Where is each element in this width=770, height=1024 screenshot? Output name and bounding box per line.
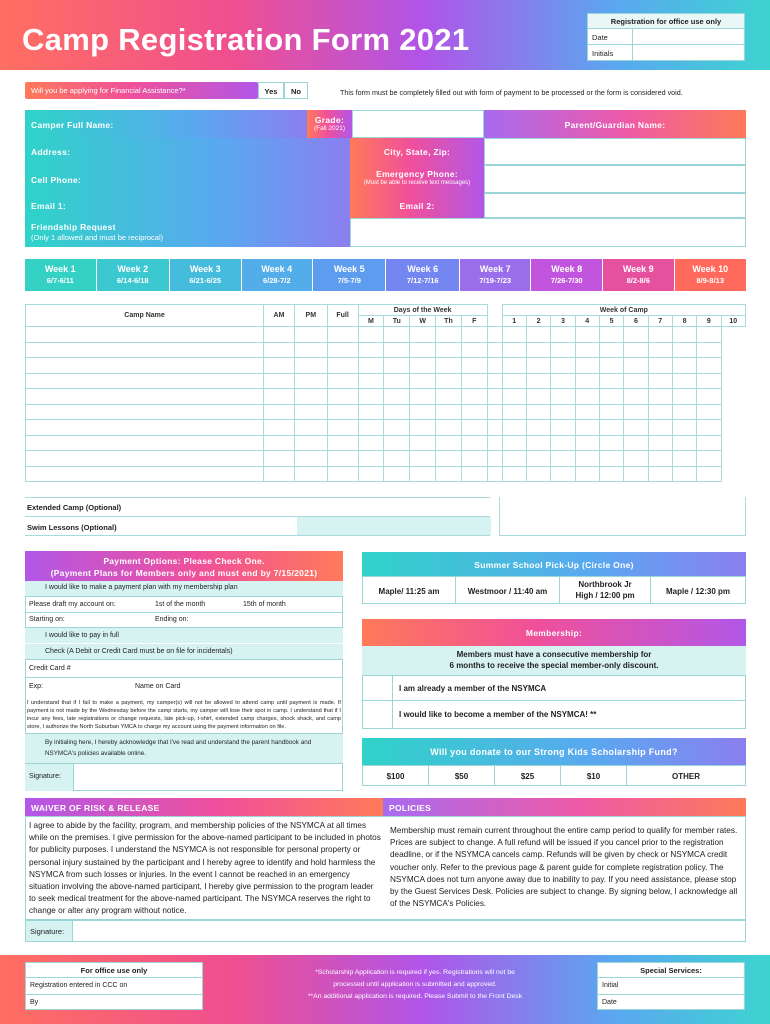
week-5: Week 5 7/5-7/9 bbox=[313, 259, 385, 291]
weeks-row bbox=[25, 259, 746, 291]
friendship-label: Friendship Request (Only 1 allowed and must be reciprocal) bbox=[25, 218, 350, 247]
aid-no-option[interactable]: No bbox=[284, 82, 308, 99]
week-2: Week 2 6/14-6/18 bbox=[97, 259, 169, 291]
days-header: Days of the Week bbox=[358, 305, 487, 316]
footer-office-box: For office use only Registration entered in CCC on By bbox=[25, 962, 203, 1010]
guardian-label: Parent/Guardian Name: bbox=[484, 110, 746, 138]
waiver-signature-field[interactable] bbox=[73, 920, 746, 942]
schedule-table bbox=[25, 304, 746, 482]
swim-lessons-row: Swim Lessons (Optional) bbox=[25, 516, 490, 536]
member-already-row bbox=[362, 675, 746, 701]
week-10: Week 10 8/9-8/13 bbox=[675, 259, 747, 291]
week-6: Week 6 7/12-7/16 bbox=[386, 259, 458, 291]
week-1: Week 1 6/7-6/11 bbox=[25, 259, 96, 291]
weeks-header: Week of Camp bbox=[502, 305, 745, 316]
pay-full-option[interactable]: I would like to pay in full bbox=[45, 632, 119, 639]
payment-terms: I understand that if I fail to make a payment, my camper(s) will not be allowed to attend camp until payment is made. If payment is not made by the Wednesday before the camp starts, my camper will lose their spot in camp. I understand that if I incur any fees, late registrations or change requests, late pick-up, t-shirt, extended camp charges, shock shack, and camp store, I authorize the North Suburban YMCA to charge my account using the payment information on file. bbox=[27, 700, 341, 730]
policies-text: Membership must remain current throughout the entire camp period to qualify for member rates. Prices are subject to change. A full refund will be issued if you cancel prior to the registration deadline, or if the NSYMCA cancels camp. Refunds will be given by check or NSYMCA credit voucher only. Refer to the previous page & parent guide for complete registration policy. The NSYMCA does not turn anyone away due to inability to pay. If you need assistance, please stop by the Guest Services Desk. Policies are subject to change. By signing below, I acknowledge all of the NSYMCA's Policies. bbox=[390, 826, 738, 909]
grade-label: Grade: (Fall 2021) bbox=[307, 110, 352, 138]
plan-option[interactable]: I would like to make a payment plan with my membership plan bbox=[45, 584, 238, 591]
week-num-1: 1 bbox=[502, 316, 526, 327]
check-row bbox=[25, 643, 343, 659]
week-num-4: 4 bbox=[575, 316, 599, 327]
aid-yes-option[interactable]: Yes bbox=[258, 82, 284, 99]
office-use-box bbox=[587, 13, 745, 61]
day-m: M bbox=[358, 316, 384, 327]
check-option[interactable]: Check (A Debit or Credit Card must be on file for incidentals) bbox=[45, 648, 233, 655]
exp-row: Exp: Name on Card bbox=[25, 677, 343, 695]
guardian-input[interactable] bbox=[484, 138, 746, 165]
policies-title: POLICIES bbox=[383, 798, 746, 816]
week-num-10: 10 bbox=[721, 316, 745, 327]
camper-name-label: Camper Full Name: bbox=[25, 110, 307, 138]
schedule-row[interactable] bbox=[26, 451, 746, 467]
special-initial-row[interactable]: Initial bbox=[598, 977, 744, 994]
schedule-row[interactable] bbox=[26, 327, 746, 343]
initial-row: By initialing here, I hereby acknowledge that I've read and understand the parent handbook and NSYMCA's policies available online. bbox=[25, 733, 343, 763]
schedule-row[interactable] bbox=[26, 342, 746, 358]
extended-camp-row: Extended Camp (Optional) bbox=[25, 497, 490, 516]
payment-signature-field[interactable] bbox=[73, 763, 343, 791]
swim-lessons-shaded[interactable] bbox=[297, 517, 491, 535]
entered-by-row[interactable]: By bbox=[26, 994, 202, 1010]
donate-100[interactable]: $100 bbox=[363, 766, 429, 785]
entered-ccc-row[interactable]: Registration entered in CCC on bbox=[26, 977, 202, 994]
schedule-row[interactable] bbox=[26, 404, 746, 420]
pickup-options bbox=[362, 576, 746, 604]
schedule-row[interactable] bbox=[26, 389, 746, 405]
camp-name-header: Camp Name bbox=[26, 305, 264, 327]
member-become-row bbox=[362, 701, 746, 729]
waiver-signature-label: Signature: bbox=[25, 920, 73, 942]
office-date-label: Date bbox=[588, 29, 633, 44]
city-label: City, State, Zip: bbox=[350, 138, 484, 165]
starting-row: Starting on: Ending on: bbox=[25, 612, 343, 627]
week-num-5: 5 bbox=[599, 316, 623, 327]
weeks-grid-lines bbox=[499, 497, 746, 536]
emergency-phone-label: Emergency Phone: (Must be able to receive text messages) bbox=[350, 165, 484, 193]
week-9: Week 9 8/2-8/6 bbox=[603, 259, 674, 291]
week-3: Week 3 6/21-6/25 bbox=[170, 259, 241, 291]
special-services-box: Special Services: Initial Date bbox=[597, 962, 745, 1010]
pickup-maple-1125[interactable]: Maple/ 11:25 am bbox=[363, 577, 456, 603]
member-become-option[interactable]: I would like to become a member of the NSYMCA! ** bbox=[399, 710, 597, 719]
week-num-2: 2 bbox=[526, 316, 550, 327]
day-tu: Tu bbox=[384, 316, 410, 327]
credit-card-row: Credit Card # bbox=[25, 659, 343, 677]
donate-25[interactable]: $25 bbox=[495, 766, 561, 785]
payment-title: Payment Options: Please Check One. (Payment Plans for Members only and must end by 7/15/2021) bbox=[25, 551, 343, 581]
week-num-8: 8 bbox=[672, 316, 696, 327]
schedule-row[interactable] bbox=[26, 435, 746, 451]
pickup-westmoor[interactable]: Westmoor / 11:40 am bbox=[456, 577, 560, 603]
donate-10[interactable]: $10 bbox=[561, 766, 627, 785]
donate-title: Will you donate to our Strong Kids Scholarship Fund? bbox=[362, 738, 746, 765]
week-4: Week 4 6/28-7/2 bbox=[242, 259, 313, 291]
day-th: Th bbox=[436, 316, 462, 327]
member-already-option[interactable]: I am already a member of the NSYMCA bbox=[399, 684, 547, 693]
special-date-row[interactable]: Date bbox=[598, 994, 744, 1010]
footer-notes: *Scholarship Application is required if yes. Registrations will not be processed until application is submitted and approved. **An additional application is required. Please Submit to the Front Desk bbox=[307, 969, 523, 1000]
office-date-field[interactable] bbox=[633, 29, 744, 44]
week-num-3: 3 bbox=[551, 316, 575, 327]
void-notice: This form must be completely filled out with form of payment to be processed or the form is considered void. bbox=[340, 88, 683, 97]
draft-row: Please draft my account on: 1st of the month 15th of month bbox=[25, 596, 343, 612]
pay-full-row bbox=[25, 627, 343, 643]
address-label: Address: bbox=[25, 138, 350, 165]
email1-label: Email 1: bbox=[25, 193, 350, 218]
guardian-input-3[interactable] bbox=[484, 193, 746, 218]
pm-header: PM bbox=[294, 305, 327, 327]
membership-title: Membership: bbox=[362, 619, 746, 646]
week-num-9: 9 bbox=[697, 316, 721, 327]
fifteenth-option[interactable]: 15th of month bbox=[243, 601, 286, 608]
full-header: Full bbox=[327, 305, 358, 327]
email2-label: Email 2: bbox=[350, 193, 484, 218]
donate-50[interactable]: $50 bbox=[429, 766, 495, 785]
pickup-maple-1230[interactable]: Maple / 12:30 pm bbox=[665, 587, 731, 596]
schedule-row[interactable] bbox=[26, 466, 746, 482]
plan-row bbox=[25, 581, 343, 596]
pickup-title: Summer School Pick-Up (Circle One) bbox=[362, 552, 746, 576]
donate-other[interactable]: OTHER bbox=[672, 772, 700, 781]
week-8: Week 8 7/26-7/30 bbox=[531, 259, 602, 291]
guardian-input-2[interactable] bbox=[484, 165, 746, 193]
day-f: F bbox=[461, 316, 487, 327]
day-w: W bbox=[410, 316, 436, 327]
friendship-input[interactable] bbox=[350, 218, 746, 247]
schedule-row[interactable] bbox=[26, 373, 746, 389]
donate-options bbox=[362, 765, 746, 786]
pickup-northbrook[interactable]: Northbrook Jr High / 12:00 pm bbox=[560, 577, 651, 603]
grade-input[interactable] bbox=[352, 110, 484, 138]
membership-note: Members must have a consecutive membership for 6 months to receive the special member-only discount. bbox=[362, 646, 746, 675]
week-num-6: 6 bbox=[624, 316, 648, 327]
first-of-month-option[interactable]: 1st of the month bbox=[155, 601, 206, 608]
page-title: Camp Registration Form 2021 bbox=[22, 22, 470, 57]
office-use-title: Registration for office use only bbox=[588, 14, 744, 28]
office-initials-label: Initials bbox=[588, 45, 633, 60]
financial-aid-question: Will you be applying for Financial Assistance?* bbox=[25, 82, 258, 99]
office-initials-field[interactable] bbox=[633, 45, 744, 60]
schedule-row[interactable] bbox=[26, 358, 746, 374]
waiver-text: I agree to abide by the facility, program, and membership policies of the NSYMCA at all times while on the premises. I give permission for the above-named participant to be included in photos for publicity purposes. I understand the NSYMCA is not responsible for personal property or personal injury sustained by the participant and I hereby agree to identify and hold harmless the NSYMCA from such losses or injuries. In the event I cannot be reached in an emergency situation involving the above-named participant, I hereby give permission to the program leader to seek medical treatment for the above-named participant. The NSYMCA reserves the right to change or alter any program without notice. bbox=[29, 821, 381, 916]
waiver-title: WAIVER OF RISK & RELEASE bbox=[25, 798, 383, 816]
payment-signature-label: Signature: bbox=[25, 763, 73, 791]
schedule-row[interactable] bbox=[26, 420, 746, 436]
am-header: AM bbox=[264, 305, 295, 327]
week-num-7: 7 bbox=[648, 316, 672, 327]
cell-phone-label: Cell Phone: bbox=[25, 165, 350, 193]
week-7: Week 7 7/19-7/23 bbox=[460, 259, 531, 291]
